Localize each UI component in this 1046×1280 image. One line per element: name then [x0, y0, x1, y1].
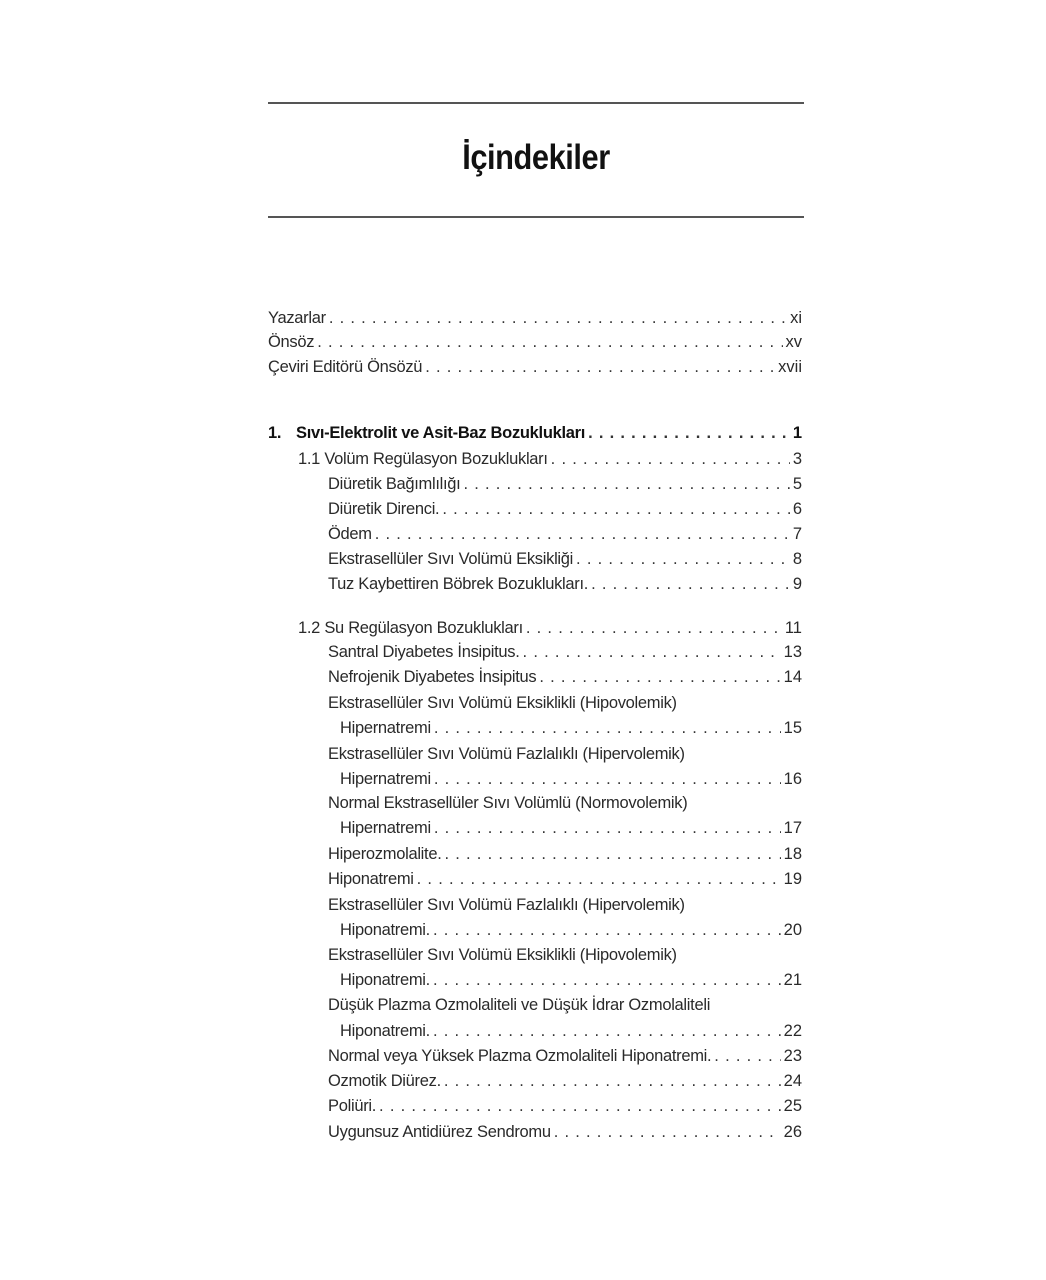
toc-entry-ceviri-editoru-onsozu[interactable] [268, 355, 802, 379]
toc-entry[interactable] [340, 1019, 802, 1043]
toc-entry-label: Hipernatremi [340, 719, 431, 737]
section-label: 1.2 Su Regülasyon Bozuklukları [298, 619, 523, 637]
toc-entry-label: Önsöz [268, 333, 315, 351]
toc-entry-page: 6 [792, 500, 802, 518]
toc-entry[interactable] [328, 867, 802, 891]
toc-section-1-2[interactable] [298, 616, 802, 640]
toc-entry[interactable] [340, 816, 802, 840]
toc-entry-page: 17 [783, 819, 802, 837]
toc-entry[interactable] [340, 918, 802, 942]
toc-entry[interactable] [340, 716, 802, 740]
toc-entry-label: Uygunsuz Antidiürez Sendromu [328, 1123, 551, 1141]
toc-entry-onsoz[interactable] [268, 330, 802, 354]
toc-entry-page: 15 [783, 719, 802, 737]
toc-entry-line1: Düşük Plazma Ozmolaliteli ve Düşük İdrar Ozmolaliteli [328, 996, 711, 1014]
toc-entry-label: Tuz Kaybettiren Böbrek Bozuklukları. [328, 575, 589, 593]
toc-entry-label: Çeviri Editörü Önsözü [268, 358, 423, 376]
toc-entry[interactable] [328, 1120, 802, 1144]
dot-leader [434, 816, 781, 840]
toc-entry-page: 7 [792, 525, 802, 543]
toc-entry-label: Nefrojenik Diyabetes İnsipitus [328, 668, 537, 686]
dot-leader [588, 421, 790, 445]
toc-entry-label: Ozmotik Diürez. [328, 1072, 441, 1090]
toc-entry-label: Normal veya Yüksek Plazma Ozmolaliteli Hiponatremi. [328, 1047, 712, 1065]
toc-entry-label: Ekstrasellüler Sıvı Volümü Eksikliği [328, 550, 574, 568]
dot-leader [591, 572, 790, 596]
toc-entry-line1: Ekstrasellüler Sıvı Volümü Fazlalıklı (Hipervolemik) [328, 896, 685, 914]
toc-entry-page: xi [790, 309, 802, 327]
toc-entry-page: 20 [783, 921, 802, 939]
toc-entry-page: 22 [783, 1022, 802, 1040]
dot-leader [434, 767, 781, 791]
dot-leader [417, 867, 781, 891]
dot-leader [539, 665, 780, 689]
toc-entry-page: 14 [783, 668, 802, 686]
toc-entry-page: 24 [783, 1072, 802, 1090]
chapter-label: Sıvı-Elektrolit ve Asit-Baz Bozuklukları [296, 424, 586, 442]
dot-leader [551, 447, 790, 471]
dot-leader [445, 842, 781, 866]
toc-entry-page: 26 [783, 1123, 802, 1141]
toc-entry[interactable] [340, 767, 802, 791]
bottom-rule [268, 216, 804, 218]
dot-leader [554, 1120, 781, 1144]
toc-entry[interactable] [340, 968, 802, 992]
toc-entry-page: 8 [792, 550, 802, 568]
toc-entry-line1: Normal Ekstrasellüler Sıvı Volümlü (Normovolemik) [328, 794, 688, 812]
chapter-page: 1 [792, 424, 802, 442]
toc-entry[interactable] [328, 472, 802, 496]
dot-leader [523, 640, 781, 664]
dot-leader [463, 472, 789, 496]
toc-entry[interactable] [328, 572, 802, 596]
toc-entry[interactable] [328, 1044, 802, 1068]
toc-entry-label: Hiponatremi [328, 870, 414, 888]
toc-entry[interactable] [328, 640, 802, 664]
dot-leader [576, 547, 790, 571]
page-title: İçindekiler [462, 138, 610, 177]
toc-entry[interactable] [328, 1069, 802, 1093]
toc-entry-label: Yazarlar [268, 309, 326, 327]
section-page: 3 [792, 450, 802, 468]
toc-entry-label: Diüretik Bağımlılığı [328, 475, 461, 493]
toc-entry[interactable] [328, 1094, 802, 1118]
toc-entry-page: 18 [783, 845, 802, 863]
top-rule [268, 102, 804, 104]
toc-entry[interactable] [328, 547, 802, 571]
toc-entry-page: 25 [783, 1097, 802, 1115]
toc-entry-label: Santral Diyabetes İnsipitus. [328, 643, 520, 661]
toc-entry-label: Hipernatremi [340, 819, 431, 837]
toc-entry-label: Ödem [328, 525, 372, 543]
dot-leader [442, 497, 789, 521]
toc-entry-line1: Ekstrasellüler Sıvı Volümü Eksiklikli (Hipovolemik) [328, 694, 677, 712]
dot-leader [379, 1094, 781, 1118]
toc-entry[interactable] [328, 842, 802, 866]
toc-chapter-1[interactable] [268, 421, 802, 445]
toc-entry-page: 23 [783, 1047, 802, 1065]
toc-entry-label: Hiperozmolalite. [328, 845, 442, 863]
toc-entry[interactable] [328, 665, 802, 689]
dot-leader [434, 716, 781, 740]
toc-entry-page: 5 [792, 475, 802, 493]
toc-entry-label: Hiponatremi. [340, 971, 430, 989]
toc-entry-line1: Ekstrasellüler Sıvı Volümü Fazlalıklı (Hipervolemik) [328, 745, 685, 763]
toc-entry-page: 21 [783, 971, 802, 989]
toc-entry-label: Poliüri. [328, 1097, 377, 1115]
dot-leader [444, 1069, 781, 1093]
toc-entry-page: 16 [783, 770, 802, 788]
dot-leader [526, 616, 782, 640]
dot-leader [329, 306, 787, 330]
toc-entry[interactable] [328, 522, 802, 546]
dot-leader [317, 330, 782, 354]
dot-leader [714, 1044, 780, 1068]
chapter-number: 1. [268, 424, 282, 442]
toc-entry[interactable] [328, 497, 802, 521]
toc-entry-page: 9 [792, 575, 802, 593]
toc-entry-label: Hipernatremi [340, 770, 431, 788]
dot-leader [433, 918, 781, 942]
dot-leader [425, 355, 775, 379]
toc-entry-page: xvii [778, 358, 802, 376]
toc-entry-page: xv [785, 333, 802, 351]
toc-entry-page: 19 [783, 870, 802, 888]
toc-page [268, 0, 804, 1280]
toc-entry-label: Diüretik Direnci. [328, 500, 440, 518]
dot-leader [375, 522, 790, 546]
toc-entry-yazarlar[interactable] [268, 306, 802, 330]
section-label: 1.1 Volüm Regülasyon Bozuklukları [298, 450, 548, 468]
toc-section-1-1[interactable] [298, 447, 802, 471]
toc-entry-page: 13 [783, 643, 802, 661]
toc-entry-label: Hiponatremi. [340, 1022, 430, 1040]
section-page: 11 [784, 619, 802, 637]
toc-entry-line1: Ekstrasellüler Sıvı Volümü Eksiklikli (Hipovolemik) [328, 946, 677, 964]
dot-leader [433, 1019, 781, 1043]
dot-leader [433, 968, 781, 992]
toc-entry-label: Hiponatremi. [340, 921, 430, 939]
